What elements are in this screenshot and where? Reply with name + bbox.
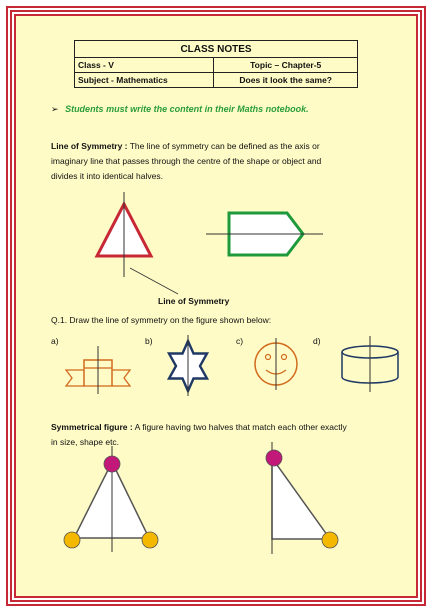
sym-definition-line-2: in size, shape etc. [51, 437, 120, 447]
definition-line-2: imaginary line that passes through the centre of the shape or object and [51, 156, 322, 166]
chapter-title-cell: Does it look the same? [214, 73, 358, 88]
option-a-label: a) [51, 336, 59, 346]
header-title: CLASS NOTES [75, 41, 358, 58]
cylinder-figure [342, 336, 398, 392]
definition-line-3: divides it into identical halves. [51, 171, 163, 181]
line-of-symmetry-term: Line of Symmetry : [51, 141, 128, 151]
option-d-label: d) [313, 336, 321, 346]
topic-cell: Topic – Chapter-5 [214, 58, 358, 73]
star-figure [169, 335, 207, 396]
line-of-symmetry-caption: Line of Symmetry [158, 296, 230, 306]
option-c-label: c) [236, 336, 244, 346]
isosceles-triangle-figure [64, 446, 158, 552]
instruction-text: Students must write the content in their Maths notebook. [65, 104, 309, 114]
definition-line-1: The line of symmetry can be defined as the axis or [127, 141, 320, 151]
right-triangle-figure [266, 442, 338, 554]
symmetrical-figure-definition [51, 420, 401, 450]
pointer-arrow [130, 268, 178, 294]
sym-definition-line-1: A figure having two halves that match each other exactly [132, 422, 347, 432]
smiley-figure [255, 338, 297, 390]
option-b-label: b) [145, 336, 153, 346]
question-text: Q.1. Draw the line of symmetry on the figure shown below: [51, 315, 272, 325]
ribbon-figure [66, 346, 130, 394]
subject-cell: Subject - Mathematics [75, 73, 214, 88]
class-cell: Class - V [75, 58, 214, 73]
symmetrical-figure-term: Symmetrical figure : [51, 422, 133, 432]
arrow-bullet-icon: ➢ [51, 104, 59, 114]
